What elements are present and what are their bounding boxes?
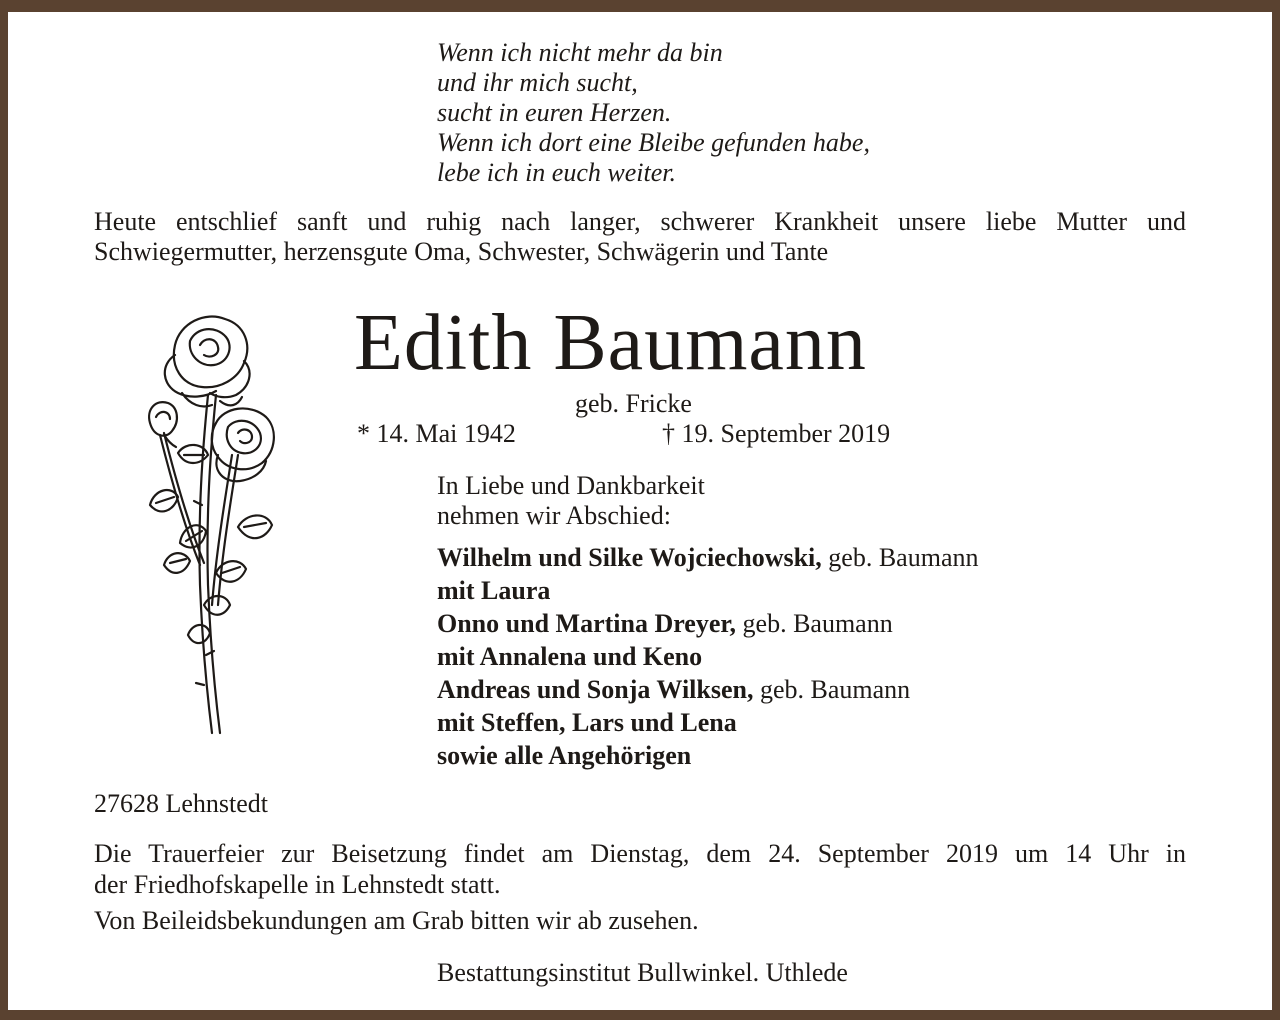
announcement-text (94, 207, 1186, 267)
mourner-entry (437, 574, 978, 607)
poem-line: Wenn ich nicht mehr da bin (437, 38, 723, 67)
poem-line: sucht in euren Herzen. (437, 98, 672, 127)
farewell-line: In Liebe und Dankbarkeit (437, 471, 705, 500)
poem-line: lebe ich in euch weiter. (437, 158, 676, 187)
deceased-name: Edith Baumann (354, 299, 867, 387)
undertaker-name: Bestattungsinstitut Bullwinkel. Uthlede (437, 958, 848, 987)
mourner-suffix: geb. Baumann (821, 543, 979, 572)
poem (437, 38, 870, 188)
mourner-entry (437, 673, 978, 706)
mourner-suffix: geb. Baumann (753, 675, 911, 704)
mourner-entry (437, 706, 978, 739)
farewell-line: nehmen wir Abschied: (437, 501, 671, 530)
poem-line: Wenn ich dort eine Bleibe gefunden habe, (437, 128, 870, 157)
announcement-line: Schwiegermutter, herzensgute Oma, Schwester, Schwägerin und Tante (94, 237, 829, 266)
mourners-block (437, 471, 978, 772)
mourner-names: Onno und Martina Dreyer, (437, 609, 737, 638)
service-info (94, 838, 1186, 900)
birth-name: geb. Fricke (575, 389, 692, 418)
mourner-entry (437, 541, 978, 574)
mourner-names: mit Annalena und Keno (437, 642, 703, 671)
death-date: † 19. September 2019 (662, 419, 891, 448)
mourner-names: sowie alle Angehörigen (437, 741, 692, 770)
rose-illustration-icon (120, 305, 280, 740)
mourner-suffix: geb. Baumann (736, 609, 893, 638)
mourner-names: mit Steffen, Lars und Lena (437, 708, 737, 737)
mourner-entry (437, 640, 978, 673)
location-text: 27628 Lehnstedt (94, 789, 269, 818)
condolence-note: Von Beileidsbekundungen am Grab bitten wir ab zusehen. (94, 906, 699, 935)
mourner-entry (437, 607, 978, 640)
mourner-names: mit Laura (437, 576, 551, 605)
mourner-names: Wilhelm und Silke Wojciechowski, (437, 543, 822, 572)
service-line: der Friedhofskapelle in Lehnstedt statt. (94, 870, 501, 899)
birth-date: * 14. Mai 1942 (357, 419, 516, 448)
announcement-line: Heute entschlief sanft und ruhig nach langer, schwerer Krankheit unsere liebe Mutter und (94, 207, 1186, 236)
poem-line: und ihr mich sucht, (437, 68, 638, 97)
service-line: Die Trauerfeier zur Beisetzung findet am Dienstag, dem 24. September 2019 um 14 Uhr in (94, 839, 1186, 868)
mourner-names: Andreas und Sonja Wilksen, (437, 675, 754, 704)
mourner-entry (437, 739, 978, 772)
